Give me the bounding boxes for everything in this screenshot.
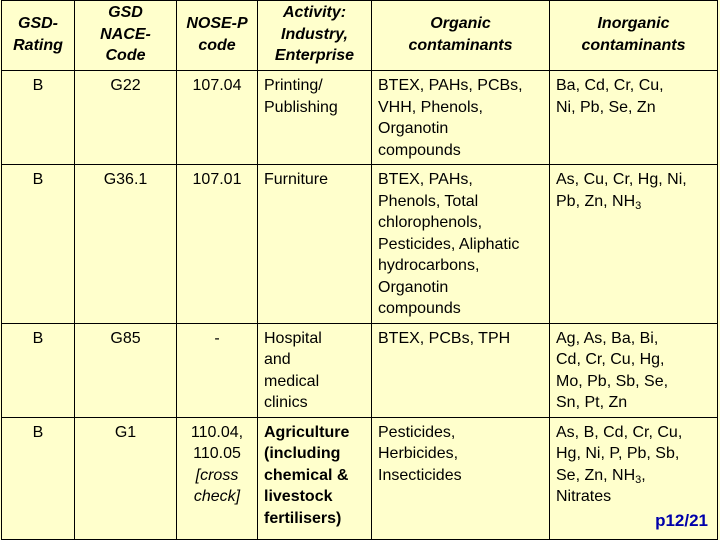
table-row — [2, 323, 718, 417]
cross-check-note: [cross check] — [193, 466, 241, 505]
organic-contaminants-cell: BTEX, PCBs, TPH — [372, 323, 550, 417]
activity-cell: Agriculture (including chemical & livestock fertilisers) — [258, 417, 372, 539]
nace-code-cell: G36.1 — [75, 165, 177, 324]
table-row — [2, 417, 718, 539]
contaminants-table — [1, 0, 718, 540]
header-activity: Activity: Industry, Enterprise — [258, 1, 372, 71]
inorganic-contaminants-cell: Ag, As, Ba, Bi, Cd, Cr, Cu, Hg, Mo, Pb, Sb, Se, Sn, Pt, Zn — [550, 323, 718, 417]
header-nose-p-code: NOSE-P code — [177, 1, 258, 71]
header-inorganic-contaminants: Inorganic contaminants — [550, 1, 718, 71]
gsd-rating-cell: B — [2, 71, 75, 165]
activity-cell: Hospital and medical clinics — [258, 323, 372, 417]
organic-contaminants-cell: Pesticides, Herbicides, Insecticides — [372, 417, 550, 539]
header-row — [2, 1, 718, 71]
nose-p-codes: 110.04, 110.05 — [190, 423, 244, 462]
nace-code-cell: G22 — [75, 71, 177, 165]
organic-contaminants-cell: BTEX, PAHs, Phenols, Total chlorophenols, Pesticides, Aliphatic hydrocarbons, Organotin compounds — [372, 165, 550, 324]
nose-p-code-cell: 107.01 — [177, 165, 258, 324]
page-number: p12/21 — [655, 511, 708, 530]
header-organic-contaminants: Organic contaminants — [372, 1, 550, 71]
nace-code-cell: G1 — [75, 417, 177, 539]
nose-p-code-cell: - — [177, 323, 258, 417]
subscript: 3 — [635, 473, 642, 486]
header-gsd-nace-code: GSD NACE- Code — [75, 1, 177, 71]
nose-p-code-cell — [177, 417, 258, 539]
gsd-rating-cell: B — [2, 417, 75, 539]
nace-code-cell: G85 — [75, 323, 177, 417]
inorganic-text-tail: , Nitrates — [556, 466, 646, 505]
gsd-rating-cell: B — [2, 165, 75, 324]
activity-cell: Furniture — [258, 165, 372, 324]
inorganic-text: As, B, Cd, Cr, Cu, Hg, Ni, P, Pb, Sb, Se, Zn, NH — [556, 423, 683, 484]
gsd-rating-cell: B — [2, 323, 75, 417]
nose-p-code-cell: 107.04 — [177, 71, 258, 165]
table-row — [2, 165, 718, 324]
subscript: 3 — [635, 199, 642, 212]
activity-cell: Printing/ Publishing — [258, 71, 372, 165]
table-row — [2, 71, 718, 165]
inorganic-text: As, Cu, Cr, Hg, Ni, Pb, Zn, NH — [556, 171, 687, 210]
organic-contaminants-cell: BTEX, PAHs, PCBs, VHH, Phenols, Organotin compounds — [372, 71, 550, 165]
inorganic-contaminants-cell — [550, 165, 718, 324]
inorganic-contaminants-cell: Ba, Cd, Cr, Cu, Ni, Pb, Se, Zn — [550, 71, 718, 165]
header-gsd-rating: GSD- Rating — [2, 1, 75, 71]
